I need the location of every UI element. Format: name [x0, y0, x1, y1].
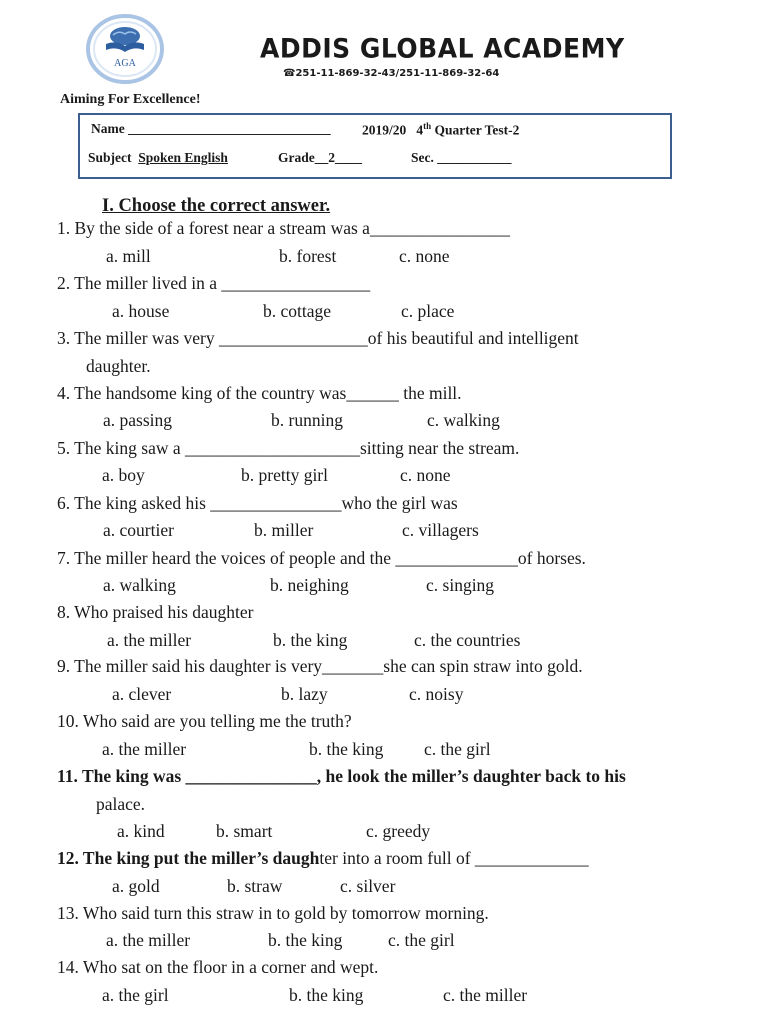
question-5: 5. The king saw a ____________________sitting near the stream.: [57, 438, 520, 458]
option[interactable]: a. gold: [112, 876, 160, 896]
option[interactable]: a. boy: [102, 465, 145, 485]
option[interactable]: a. kind: [117, 821, 165, 841]
option[interactable]: c. none: [399, 246, 450, 266]
test-info: [362, 121, 519, 139]
question-1: 1. By the side of a forest near a stream was a________________: [57, 218, 510, 238]
name-field[interactable]: ______________________________: [128, 121, 331, 136]
option[interactable]: b. lazy: [281, 684, 328, 704]
option[interactable]: c. the countries: [414, 630, 521, 650]
option[interactable]: b. smart: [216, 821, 273, 841]
option[interactable]: a. the miller: [106, 930, 191, 950]
option[interactable]: a. the miller: [102, 739, 187, 759]
school-year: 2019/20: [362, 122, 407, 138]
grade-label: Grade: [278, 150, 315, 165]
school-logo: [86, 14, 164, 84]
option[interactable]: c. the girl: [388, 930, 455, 950]
question-4: 4. The handsome king of the country was______ the mill.: [57, 383, 462, 403]
question-11: 11. The king was _______________, he look the miller’s daughter back to his: [57, 766, 626, 786]
option[interactable]: a. house: [112, 301, 170, 321]
option[interactable]: b. the king: [268, 930, 343, 950]
option[interactable]: b. the king: [309, 739, 384, 759]
question-12-bold: 12. The king put the miller’s daugh: [57, 848, 320, 868]
question-10: 10. Who said are you telling me the truth?: [57, 711, 352, 731]
option[interactable]: b. pretty girl: [241, 465, 328, 485]
question-3-continuation: daughter.: [86, 356, 151, 376]
school-name: ADDIS GLOBAL ACADEMY: [260, 33, 625, 64]
option[interactable]: b. miller: [254, 520, 314, 540]
school-motto: Aiming For Excellence!: [60, 92, 201, 107]
option[interactable]: a. courtier: [103, 520, 174, 540]
option[interactable]: c. silver: [340, 876, 396, 896]
option[interactable]: c. greedy: [366, 821, 431, 841]
option[interactable]: b. the king: [273, 630, 348, 650]
grade-value: __2____: [314, 150, 362, 165]
grade-row: [278, 150, 362, 166]
option[interactable]: a. walking: [103, 575, 176, 595]
option[interactable]: c. noisy: [409, 684, 464, 704]
option[interactable]: c. singing: [426, 575, 495, 595]
question-3: 3. The miller was very _________________of his beautiful and intelligent: [57, 328, 579, 348]
question-14: 14. Who sat on the floor in a corner and wept.: [57, 957, 379, 977]
option[interactable]: a. clever: [112, 684, 172, 704]
question-8: 8. Who praised his daughter: [57, 602, 254, 622]
option[interactable]: a. mill: [106, 246, 151, 266]
option[interactable]: a. passing: [103, 410, 173, 430]
option[interactable]: c. place: [401, 301, 455, 321]
quarter-label: Quarter Test-2: [434, 122, 520, 138]
option[interactable]: c. villagers: [402, 520, 479, 540]
option[interactable]: c. the miller: [443, 985, 528, 1005]
name-row: [91, 121, 331, 137]
question-12: [57, 848, 589, 869]
option[interactable]: b. cottage: [263, 301, 332, 321]
section-title: I. Choose the correct answer.: [102, 196, 331, 216]
option[interactable]: a. the girl: [102, 985, 169, 1005]
option[interactable]: c. the girl: [424, 739, 491, 759]
quarter-sup: th: [423, 121, 432, 131]
section-row: [411, 150, 512, 166]
option[interactable]: c. none: [400, 465, 451, 485]
option[interactable]: b. running: [271, 410, 343, 430]
name-label: Name: [91, 121, 125, 136]
sec-field[interactable]: ___________: [437, 150, 512, 165]
option[interactable]: c. walking: [427, 410, 500, 430]
student-info-box: [78, 113, 672, 179]
subject-label: Subject: [88, 150, 132, 165]
question-2: 2. The miller lived in a _________________: [57, 273, 371, 293]
subject-row: [88, 150, 228, 166]
question-9: 9. The miller said his daughter is very_______she can spin straw into gold.: [57, 656, 583, 676]
option[interactable]: a. the miller: [107, 630, 192, 650]
logo-text: AGA: [114, 58, 136, 69]
option[interactable]: b. neighing: [270, 575, 349, 595]
sec-label: Sec.: [411, 150, 434, 165]
option[interactable]: b. the king: [289, 985, 364, 1005]
subject-value: Spoken English: [138, 150, 228, 165]
school-phone: ☎251-11-869-32-43/251-11-869-32-64: [283, 68, 500, 79]
question-7: 7. The miller heard the voices of people and the ______________of horses.: [57, 548, 586, 568]
question-11-continuation: palace.: [96, 794, 146, 814]
question-13: 13. Who said turn this straw in to gold by tomorrow morning.: [57, 903, 489, 923]
question-6: 6. The king asked his _______________who the girl was: [57, 493, 458, 513]
quarter-number: 4: [416, 122, 424, 138]
question-12-rest: ter into a room full of _____________: [319, 848, 589, 868]
option[interactable]: b. straw: [227, 876, 283, 896]
option[interactable]: b. forest: [279, 246, 337, 266]
